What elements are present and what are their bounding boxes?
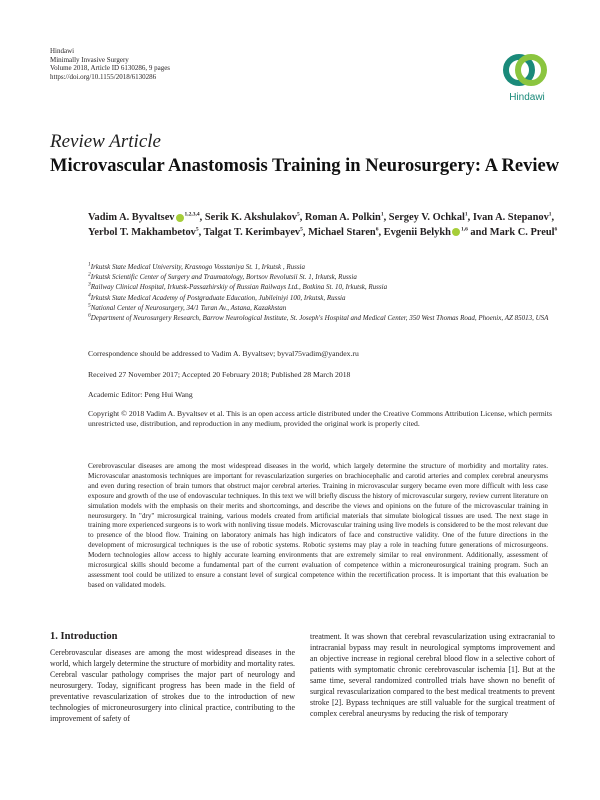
affiliation-text: Irkutsk State Medical Academy of Postgraduate Education, Jubileiniyi 100, Irkutsk, Russia: [90, 293, 346, 302]
affiliation-number: 3: [88, 282, 91, 289]
intro-right-column: [310, 631, 555, 719]
hindawi-logo: [498, 46, 552, 104]
author-list: Vadim A. Byvaltsev $^{1,2,3,4}$, Serik K. Akshulakov$^5$, Roman A. Polkin$^1$, Sergey V. Ochkal$^1$, Ivan A. Stepanov$^1$, Yerbol T. Makhambetov$^5$, Talgat T. Kerimbayev$^5$, Michael Staren$^6$, Evgenii Belykh $^{1,6}$ and Mark C. Preul$^6$: [88, 211, 558, 238]
orcid-icon[interactable]: [452, 228, 460, 236]
author-name: Sergey V. Ochkal: [388, 212, 465, 223]
affiliation-number: 1: [88, 261, 91, 268]
journal-doi[interactable]: https://doi.org/10.1155/2018/6130286: [50, 72, 157, 81]
author-name: Serik K. Akshulakov: [204, 212, 297, 223]
affiliation: [88, 294, 558, 303]
journal-name: Minimally Invasive Surgery: [50, 55, 129, 64]
affiliation-text: Irkutsk State Medical University, Krasnogo Vosstaniya St. 1, Irkutsk , Russia: [90, 263, 306, 271]
article-dates: Received 27 November 2017; Accepted 20 February 2018; Published 28 March 2018: [88, 370, 351, 379]
author-name: Roman A. Polkin: [304, 212, 381, 223]
affiliation-text: Railway Clinical Hospital, Irkutsk-Passazhirskiy of Russian Railways Ltd., Botkina St. 10, Irkutsk, Russia: [90, 283, 388, 292]
hindawi-logo-text: Hindawi: [509, 92, 545, 103]
orcid-icon[interactable]: [176, 214, 184, 222]
author-affiliation-number: 1,6: [460, 226, 468, 233]
affiliation-list: [88, 263, 558, 324]
author-name: Talgat T. Kerimbayev: [203, 226, 301, 238]
affiliation-number: 5: [88, 302, 91, 309]
author-name: Evgenii Belykh: [383, 226, 451, 238]
journal-publisher: Hindawi: [50, 47, 75, 55]
hindawi-logo-icon: [498, 46, 552, 92]
affiliation: [88, 273, 558, 282]
intro-paragraph-left: Cerebrovascular diseases are among the most widespread diseases in the world, which largely determine the structure of morbidity and mortality rates. Cerebral vascular pathology comprises the major part of neurology and neurosurgery. Today, significant progress has been made in the field of preventative revascularization of strokes due to the introduction of new technologies of microneurosurgery into clinical practice, contributing to the improvement of safety of: [50, 648, 295, 723]
section-heading: 1. Introduction: [50, 631, 118, 642]
author-affiliation-number: 1: [464, 211, 468, 218]
affiliation-number: 2: [88, 271, 91, 278]
article-type: Review Article: [50, 131, 161, 152]
intro-paragraph-right: treatment. It was shown that cerebral revascularization using extracranial to intracranial bypass may result in neurological symptoms improvement and an objective increase in regional cerebral blood flow in a selective cohort of patients with symptomatic chronic cerebrovascular ischemia [1]. But at the same time, several randomized controlled trials have shown no benefit of surgical revascularization compared to the best medical treatments to prevent stroke [2]. Bypass techniques are still valuable for the surgical treatment of complex cerebral aneurysms by reducing the risk of temporary: [310, 632, 555, 718]
correspondence: Correspondence should be addressed to Vadim A. Byvaltsev; byval75vadim@yandex.ru: [88, 349, 359, 358]
author-affiliation-number: 6: [554, 226, 558, 233]
author-affiliation-number: 6: [375, 226, 379, 233]
affiliation-number: 4: [88, 292, 91, 299]
journal-volume: Volume 2018, Article ID 6130286, 9 pages: [50, 64, 171, 72]
author-name: Vadim A. Byvaltsev: [88, 212, 175, 223]
author-affiliation-number: 5: [300, 226, 303, 233]
author-affiliation-number: 1: [548, 211, 552, 218]
author-affiliation-number: 5: [296, 211, 300, 218]
author-name: Ivan A. Stepanov: [472, 212, 549, 223]
author-affiliation-number: 1,2,3,4: [184, 211, 200, 218]
author-name: Mark C. Preul: [489, 226, 555, 238]
affiliation: [88, 304, 558, 313]
intro-left-column: [50, 631, 295, 724]
affiliation-text: Irkutsk Scientific Center of Surgery and Traumatology, Bortsov Revolutsii St. 1, Irkutsk, Russia: [90, 273, 357, 282]
article-title: Microvascular Anastomosis Training in Neurosurgery: A Review: [50, 156, 560, 176]
academic-editor: Academic Editor: Peng Hui Wang: [88, 390, 193, 399]
affiliation: [88, 263, 558, 272]
author-name: Yerbol T. Makhambetov: [88, 226, 196, 238]
affiliation: [88, 314, 558, 323]
affiliation: [88, 283, 558, 292]
author-affiliation-number: 1: [380, 211, 384, 218]
author-affiliation-number: 5: [195, 226, 199, 233]
affiliation-number: 6: [88, 312, 91, 319]
author-name: Michael Staren: [308, 226, 376, 238]
affiliation-text: National Center of Neurosurgery, 34/1 Turan Av., Astana, Kazakhstan: [90, 303, 287, 312]
affiliation-text: Department of Neurosurgery Research, Barrow Neurological Institute, St. Joseph's Hospital and Medical Center, 350 West Thomas Road, Phoenix, AZ 85013, USA: [90, 314, 549, 323]
journal-header: [50, 47, 170, 81]
abstract: Cerebrovascular diseases are among the most widespread diseases in the world, which largely determine the structure of morbidity and mortality rates. Microvascular anastomosis techniques are important for revascularization surgeries on brachiocephalic and carotid arteries and complex cerebral aneurysms and even during resection of brain tumors that obstruct major cerebral arteries. Training in microvascular surgery became even more difficult with less case exposure and growth of the use of endovascular techniques. In this text we will briefly discuss the history of microvascular surgery, review current literature on simulation models with the emphasis on their merits and shortcomings, and describe the views and opinions on the future of the microvascular training in neurosurgery. In "dry" microsurgical training, various models created from artificial materials that simulate biological tissues are used. The next stage in training more experienced surgeons is to work with nonliving tissue models. Microvascular training using live models is considered to be the most relevant due to presence of the blood flow. Training on laboratory animals has high indicators of face and constructive validity. One of the future directions in the development of microsurgical techniques is the use of robotic systems. Robotic systems may play a role in teaching future generations of microsurgeons. Modern technologies allow access to highly accurate learning environments that are extremely similar to real environment. Additionally, assessment of microsurgical skills should become a fundamental part of the current evaluation of competence within a microneurosurgical training program. Such an assessment tool could be utilized to ensure a constant level of surgical competence within the recertification process. It is important that this evaluation be based on validated models.: [88, 462, 548, 589]
copyright-notice: Copyright © 2018 Vadim A. Byvaltsev et al. This is an open access article distributed under the Creative Commons Attribution License, which permits unrestricted use, distribution, and reproduction in any medium, provided the original work is properly cited.: [88, 409, 552, 428]
